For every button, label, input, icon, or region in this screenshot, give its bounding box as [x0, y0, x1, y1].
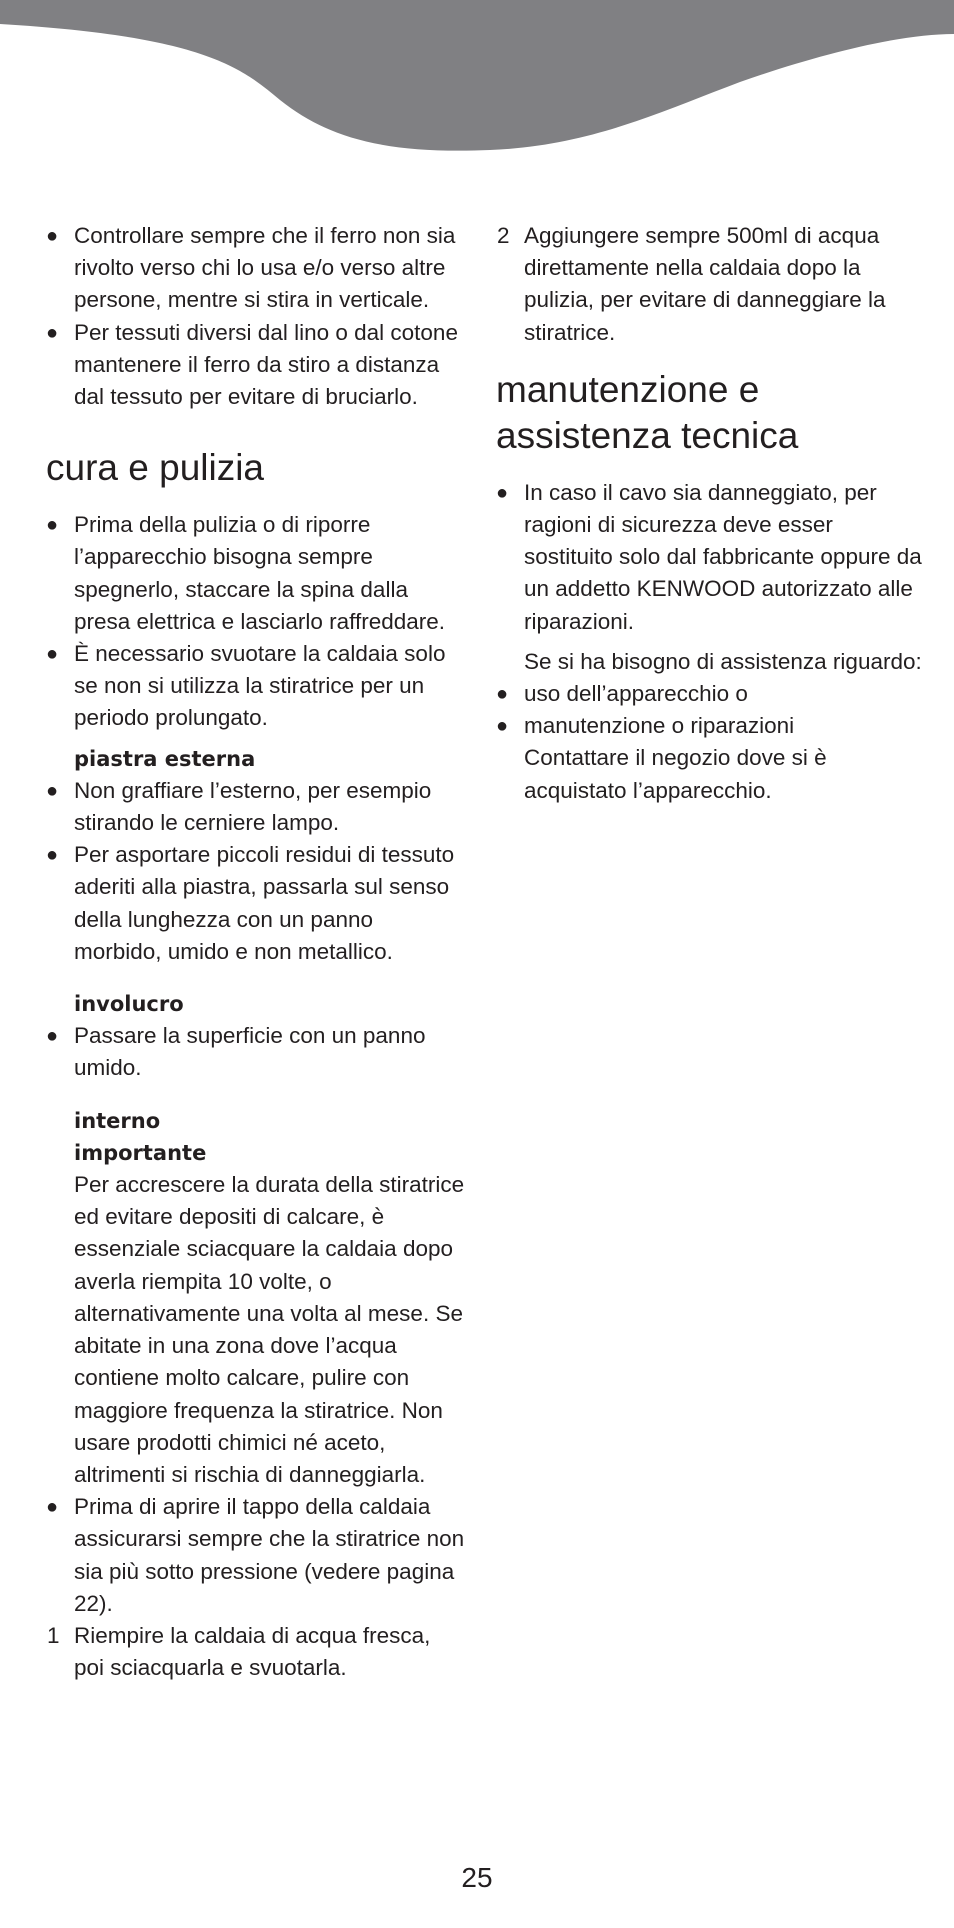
bullet-icon: ●	[46, 225, 59, 247]
list-item: ● Per asportare piccoli residui di tessuto aderiti alla piastra, passarla sul senso della lunghezza con un panno morbido, umido e non metallico.	[46, 839, 466, 968]
list-item: ● In caso il cavo sia danneggiato, per ragioni di sicurezza deve esser sostituito solo dal fabbricante oppure da un addetto KENWOOD autorizzato alle riparazioni.	[496, 477, 926, 638]
bullet-icon: ●	[46, 844, 59, 867]
section-heading-cleaning: cura e pulizia	[46, 447, 265, 489]
bullet-icon: ●	[496, 683, 509, 706]
bullet-icon: ●	[46, 514, 59, 537]
header-decorative-band	[0, 0, 954, 160]
list-item: ● Passare la superficie con un panno umido.	[46, 1020, 466, 1084]
page-number: 25	[461, 1862, 493, 1893]
list-item: ● manutenzione o riparazioni	[496, 710, 926, 742]
subheading-housing: involucro	[74, 992, 184, 1017]
list-item: ● Prima di aprire il tappo della caldaia assicurarsi sempre che la stiratrice non sia più sotto pressione (vedere pagina 22).	[46, 1491, 466, 1620]
list-item: ● È necessario svuotare la caldaia solo se non si utilizza la stiratrice per un periodo prolungato.	[46, 638, 466, 735]
left-column	[46, 220, 466, 1684]
list-item: ● Per tessuti diversi dal lino o dal cotone mantenere il ferro da stiro a distanza dal tessuto per evitare di bruciarlo.	[46, 317, 466, 414]
important-paragraph: Per accrescere la durata della stiratrice ed evitare depositi di calcare, è essenziale sciacquare la caldaia dopo averla riempita 10 volte, o alternativamente una volta al mese. Se abitate in una zona dove l’acqua contiene molto calcare, pulire con maggiore frequenza la stiratrice. Non usare prodotti chimici né aceto, altrimenti si rischia di danneggiarla.	[74, 1172, 465, 1487]
bullet-icon: ●	[46, 643, 59, 666]
bullet-icon: ●	[46, 779, 59, 802]
contact-paragraph: Contattare il negozio dove si è acquistato l’apparecchio.	[524, 745, 827, 803]
bullet-icon: ●	[496, 481, 509, 504]
subheading-important: importante	[74, 1140, 207, 1165]
subheading-interior: interno	[74, 1108, 161, 1133]
bullet-icon: ●	[496, 715, 509, 738]
list-item: ● uso dell’apparecchio o	[496, 678, 926, 710]
subheading-soleplate: piastra esterna	[74, 746, 256, 771]
section-heading-service: manutenzione e assistenza tecnica	[496, 368, 799, 456]
numbered-step: 2 Aggiungere sempre 500ml di acqua direttamente nella caldaia dopo la pulizia, per evitare di danneggiare la stiratrice.	[496, 220, 926, 349]
list-item: ● Controllare sempre che il ferro non sia rivolto verso chi lo usa e/o verso altre persone, mentre si stira in verticale.	[46, 220, 466, 317]
bullet-icon: ●	[46, 1496, 59, 1519]
right-column	[496, 220, 926, 807]
list-item: ● Non graffiare l’esterno, per esempio stirando le cerniere lampo.	[46, 775, 466, 839]
list-item: ● Prima della pulizia o di riporre l’apparecchio bisogna sempre spegnerlo, staccare la spina dalla presa elettrica e lasciarlo raffreddare.	[46, 509, 466, 638]
bullet-icon: ●	[46, 321, 59, 344]
step-number: 2	[497, 223, 510, 248]
step-number: 1	[47, 1622, 60, 1648]
assistance-intro: Se si ha bisogno di assistenza riguardo:	[524, 648, 922, 674]
bullet-icon: ●	[46, 1025, 59, 1048]
numbered-step: 1 Riempire la caldaia di acqua fresca, poi sciacquarla e svuotarla.	[46, 1620, 466, 1684]
